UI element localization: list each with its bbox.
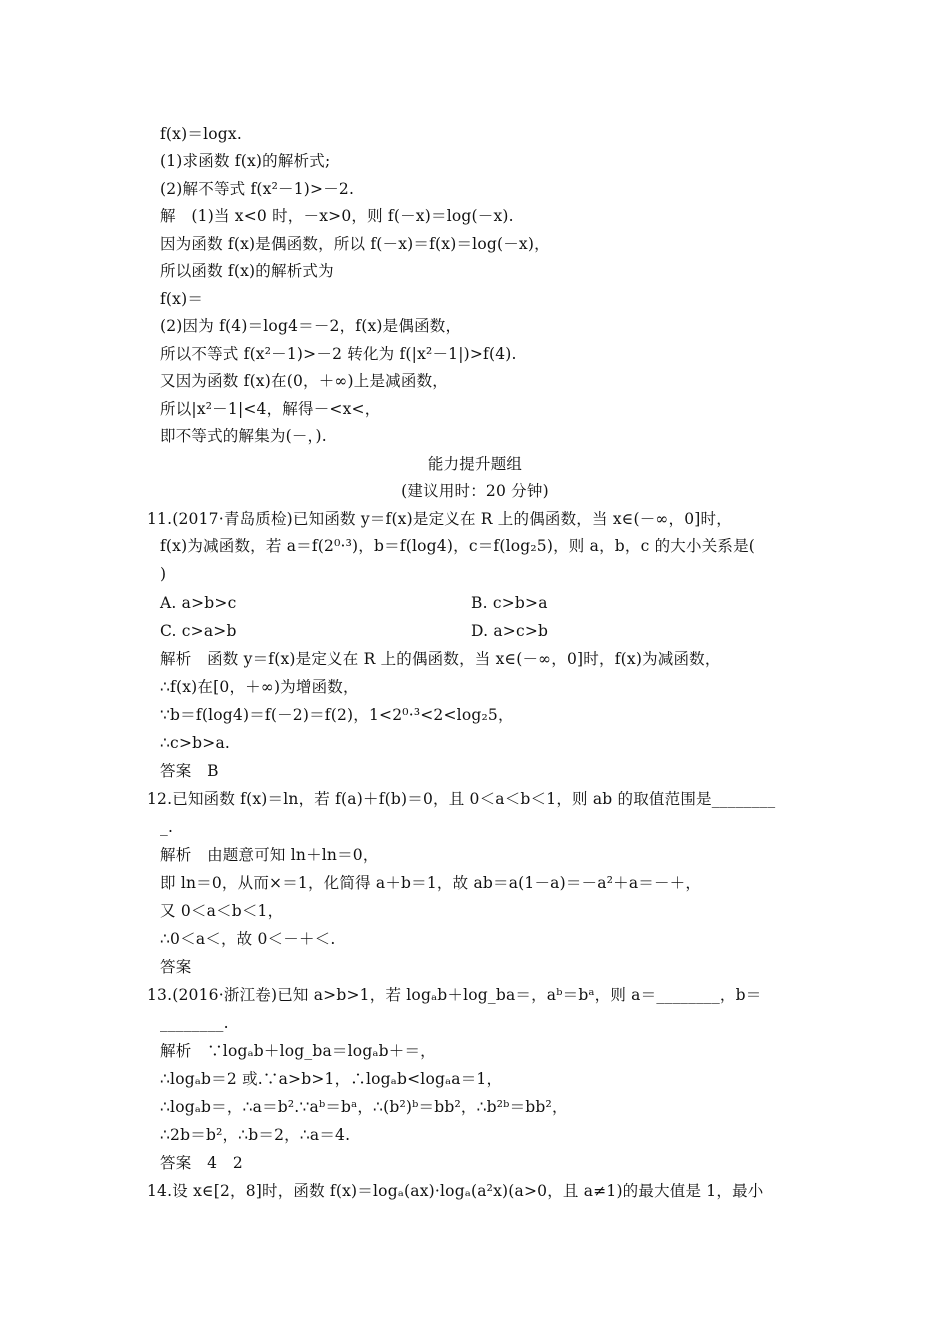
analysis-line: ∴f(x)在[0，＋∞)为增函数， [160,678,359,696]
option-c: C. c>a>b [160,622,237,640]
analysis-line: ∴2b＝b²，∴b＝2，∴a＝4. [160,1126,351,1144]
answer-line: 答案 B [160,762,219,780]
analysis-line: ∴c>b>a. [160,734,231,752]
text-line: 所以|x²－1|<4，解得－<x<， [160,400,381,418]
answer-line: 答案 [160,958,192,976]
text-line: 即不等式的解集为(－，). [160,427,327,445]
option-a: A. a>b>c [160,594,237,612]
text-line: f(x)为减函数，若 a＝f(2⁰·³)，b＝f(log4)，c＝f(log₂5)，则 a，b，c 的大小关系是( [160,537,756,555]
analysis-line: 即 ln＝0，从而×＝1，化简得 a＋b＝1，故 ab＝a(1－a)＝－a²＋a＝－＋， [160,874,702,892]
text-line: (2)因为 f(4)＝log4＝－2，f(x)是偶函数， [160,317,462,335]
text-line: _. [160,818,174,836]
analysis-line: 解析 ∵logₐb＋log_ba＝logₐb＋＝， [160,1042,436,1060]
question-14: 14.设 x∈[2，8]时，函数 f(x)＝logₐ(ax)·logₐ(a²x)(a>0，且 a≠1)的最大值是 1，最小 [147,1182,764,1200]
text-line: 解 (1)当 x<0 时，－x>0，则 f(－x)＝log(－x). [160,207,514,225]
question-13: 13.(2016·浙江卷)已知 a>b>1，若 logₐb＋log_ba＝，aᵇ＝bᵃ，则 a＝________，b＝ [147,986,762,1004]
text-line: f(x)＝ [160,290,204,308]
analysis-line: ∵b＝f(log4)＝f(－2)＝f(2)，1<2⁰·³<2<log₂5， [160,706,514,724]
question-11: 11.(2017·青岛质检)已知函数 y＝f(x)是定义在 R 上的偶函数，当 x∈(－∞，0]时， [147,510,732,528]
analysis-line: ∴logₐb＝，∴a＝b².∵aᵇ＝bᵃ，∴(b²)ᵇ＝bb²，∴b²ᵇ＝bb²， [160,1098,568,1116]
section-heading: 能力提升题组 [427,455,523,473]
text-line: 所以函数 f(x)的解析式为 [160,262,334,280]
text-line: (1)求函数 f(x)的解析式; [160,152,331,170]
text-line: ________. [160,1014,229,1032]
text-line: 因为函数 f(x)是偶函数，所以 f(－x)＝f(x)＝log(－x)， [160,235,550,253]
analysis-line: 又 0＜a＜b＜1， [160,902,284,920]
section-subheading: (建议用时：20 分钟) [401,482,549,500]
answer-line: 答案 4 2 [160,1154,243,1172]
text-line: 所以不等式 f(x²－1)>－2 转化为 f(|x²－1|)>f(4). [160,345,517,363]
analysis-line: 解析 函数 y＝f(x)是定义在 R 上的偶函数，当 x∈(－∞，0]时，f(x)为减函数， [160,650,721,668]
analysis-line: 解析 由题意可知 ln＋ln＝0， [160,846,379,864]
text-line: ) [160,565,167,583]
text-line: (2)解不等式 f(x²－1)>－2. [160,180,355,198]
analysis-line: ∴0＜a＜，故 0＜－＋＜. [160,930,336,948]
option-d: D. a>c>b [471,622,549,640]
text-line: f(x)＝logx. [160,125,242,143]
text-line: 又因为函数 f(x)在(0，＋∞)上是减函数， [160,372,448,390]
option-b: B. c>b>a [471,594,548,612]
question-12: 12.已知函数 f(x)＝ln，若 f(a)＋f(b)＝0，且 0＜a＜b＜1，则 ab 的取值范围是________ [147,790,776,808]
analysis-line: ∴logₐb＝2 或.∵a>b>1，∴logₐb<logₐa＝1， [160,1070,503,1088]
